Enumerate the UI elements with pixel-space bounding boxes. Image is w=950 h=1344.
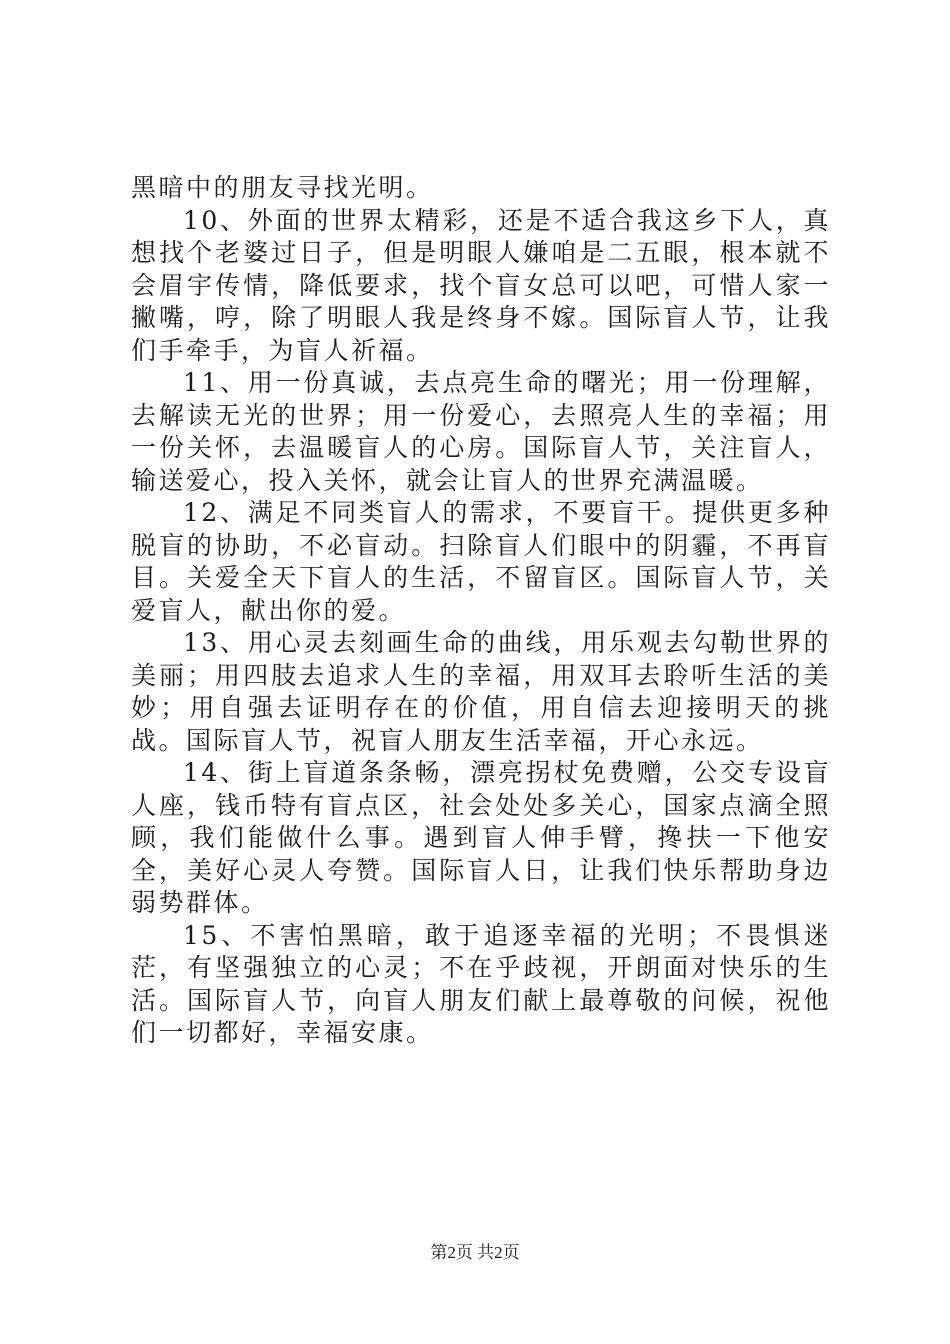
paragraph-item-13: 13、用心灵去刻画生命的曲线，用乐观去勾勒世界的美丽；用四肢去追求人生的幸福，用双耳去聆听生活的美妙；用自强去证明存在的价值，用自信去迎接明天的挑战。国际盲人节，祝盲人朋友生活幸福，开心永远。 — [131, 628, 831, 755]
paragraph-item-11: 11、用一份真诚，去点亮生命的曙光；用一份理解，去解读无光的世界；用一份爱心，去照亮人生的幸福；用一份关怀，去温暖盲人的心房。国际盲人节，关注盲人，输送爱心，投入关怀，就会让盲人的世界充满温暖。 — [131, 368, 831, 495]
document-body — [131, 172, 831, 1050]
page-number-footer: 第2页 共2页 — [430, 1243, 520, 1262]
paragraph-item-14: 14、街上盲道条条畅，漂亮拐杖免费赠，公交专设盲人座，钱币特有盲点区，社会处处多关心，国家点滴全照顾，我们能做什么事。遇到盲人伸手臂，搀扶一下他安全，美好心灵人夸赞。国际盲人日，让我们快乐帮助身边弱势群体。 — [131, 758, 831, 917]
paragraph-item-12: 12、满足不同类盲人的需求，不要盲干。提供更多种脱盲的协助，不必盲动。扫除盲人们眼中的阴霾，不再盲目。关爱全天下盲人的生活，不留盲区。国际盲人节，关爱盲人，献出你的爱。 — [131, 498, 831, 625]
paragraph-continuation: 黑暗中的朋友寻找光明。 — [131, 173, 434, 202]
paragraph-item-15: 15、不害怕黑暗，敢于追逐幸福的光明；不畏惧迷茫，有坚强独立的心灵；不在乎歧视，开朗面对快乐的生活。国际盲人节，向盲人朋友们献上最尊敬的问候，祝他们一切都好，幸福安康。 — [131, 920, 831, 1047]
paragraph-item-10: 10、外面的世界太精彩，还是不适合我这乡下人，真想找个老婆过日子，但是明眼人嫌咱是二五眼，根本就不会眉宇传情，降低要求，找个盲女总可以吧，可惜人家一撇嘴，哼，除了明眼人我是终身不嫁。国际盲人节，让我们手牵手，为盲人祈福。 — [131, 205, 831, 365]
